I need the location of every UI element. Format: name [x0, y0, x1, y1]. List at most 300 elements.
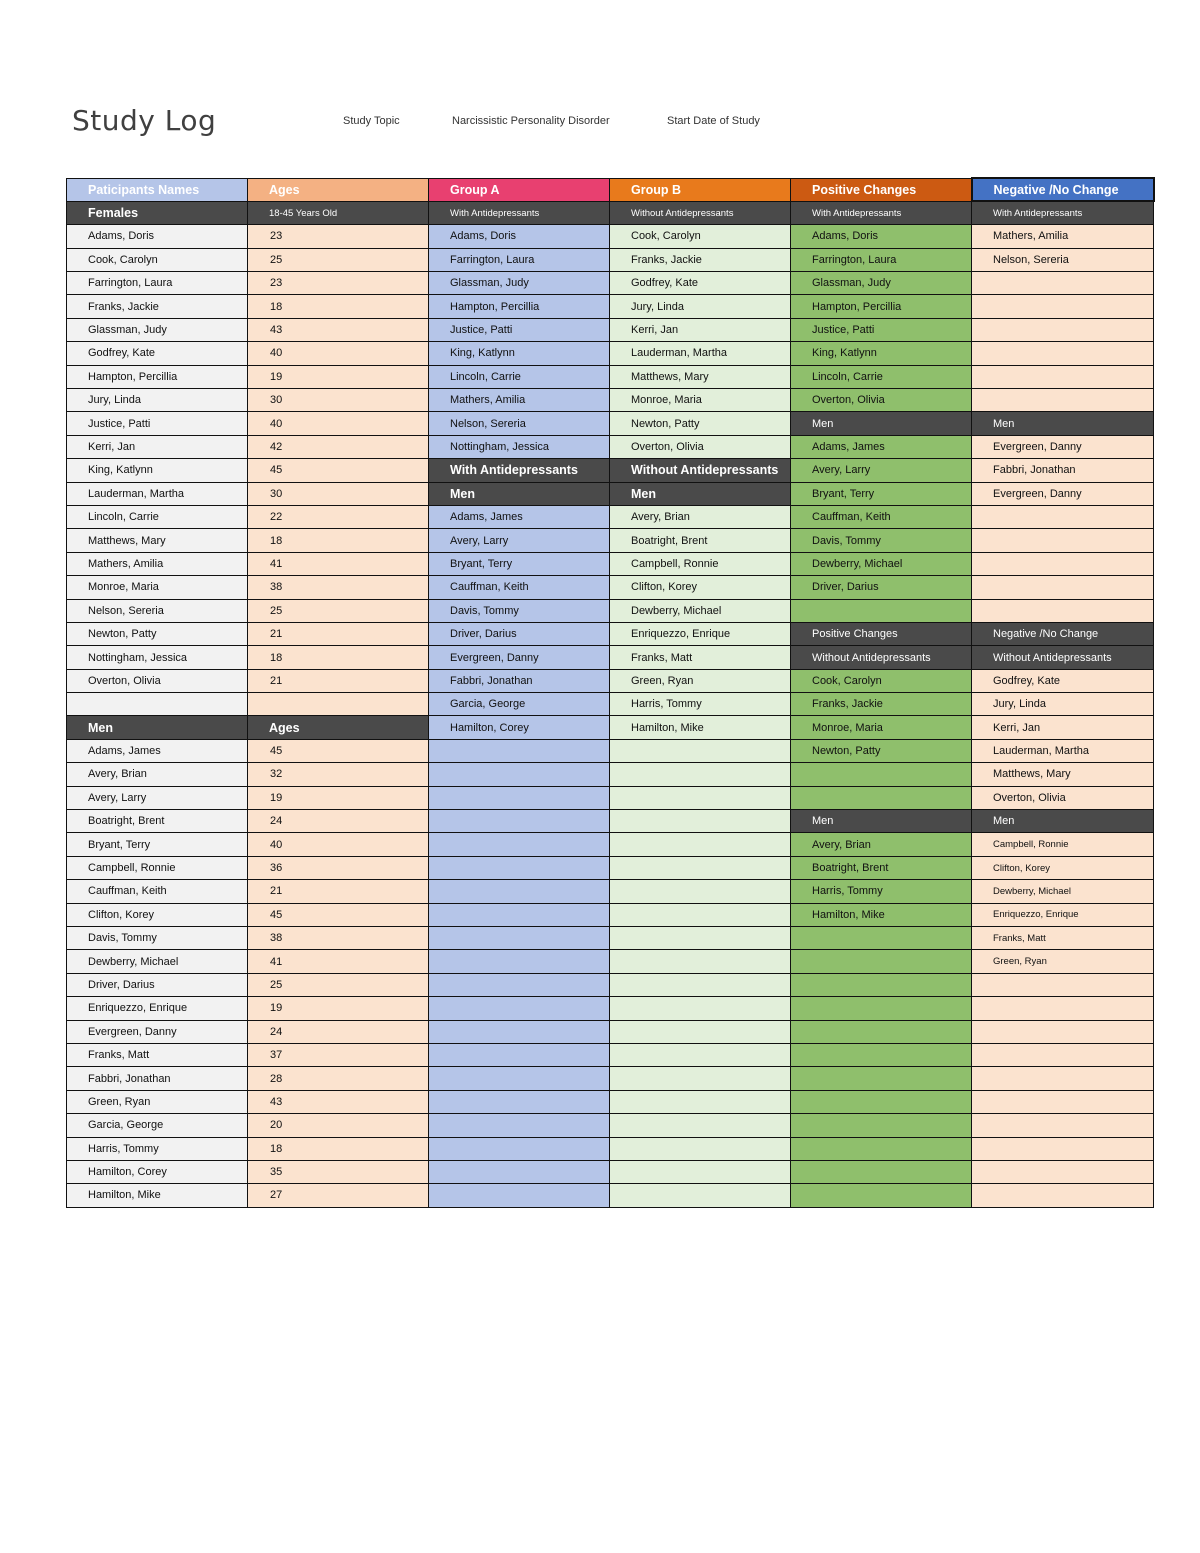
age-cell[interactable]: 43	[248, 318, 429, 341]
name-cell[interactable]: Newton, Patty	[67, 622, 248, 645]
positive-changes-cell[interactable]: Newton, Patty	[791, 739, 972, 762]
negative-change-cell[interactable]	[972, 1114, 1154, 1137]
section-header-cell[interactable]: Without Antidepressants	[610, 201, 791, 224]
negative-change-cell[interactable]	[972, 529, 1154, 552]
table-row	[67, 342, 1154, 365]
negative-change-cell[interactable]	[972, 997, 1154, 1020]
header-group-a: Group A	[429, 178, 610, 201]
age-cell[interactable]: 24	[248, 810, 429, 833]
age-cell[interactable]: 41	[248, 552, 429, 575]
group-a-cell[interactable]	[429, 927, 610, 950]
negative-change-cell[interactable]: Kerri, Jan	[972, 716, 1154, 739]
positive-changes-cell[interactable]: Hamilton, Mike	[791, 903, 972, 926]
positive-changes-cell[interactable]: Dewberry, Michael	[791, 552, 972, 575]
table-row	[67, 810, 1154, 833]
positive-changes-cell[interactable]: Harris, Tommy	[791, 880, 972, 903]
negative-change-cell[interactable]	[972, 576, 1154, 599]
section-header-cell[interactable]: Ages	[248, 716, 429, 739]
age-cell[interactable]: 38	[248, 927, 429, 950]
group-a-cell[interactable]: Mathers, Amilia	[429, 389, 610, 412]
header-positive-changes: Positive Changes	[791, 178, 972, 201]
positive-changes-cell[interactable]: Farrington, Laura	[791, 248, 972, 271]
section-header-cell[interactable]: Men	[67, 716, 248, 739]
section-header-cell[interactable]: 18-45 Years Old	[248, 201, 429, 224]
group-a-cell[interactable]: Driver, Darius	[429, 622, 610, 645]
negative-change-cell[interactable]: Lauderman, Martha	[972, 739, 1154, 762]
age-cell[interactable]: 35	[248, 1160, 429, 1183]
group-b-cell[interactable]	[610, 1043, 791, 1066]
group-b-cell[interactable]: Kerri, Jan	[610, 318, 791, 341]
name-cell[interactable]: Adams, James	[67, 739, 248, 762]
group-b-cell[interactable]	[610, 1114, 791, 1137]
name-cell[interactable]: Adams, Doris	[67, 225, 248, 248]
age-cell[interactable]: 36	[248, 856, 429, 879]
age-cell[interactable]: 18	[248, 529, 429, 552]
name-cell[interactable]: Driver, Darius	[67, 973, 248, 996]
group-a-cell[interactable]	[429, 1114, 610, 1137]
name-cell[interactable]: Kerri, Jan	[67, 435, 248, 458]
group-a-cell[interactable]: Bryant, Terry	[429, 552, 610, 575]
name-cell[interactable]: Avery, Larry	[67, 786, 248, 809]
table-row	[67, 529, 1154, 552]
name-cell[interactable]: Nelson, Sereria	[67, 599, 248, 622]
group-a-cell[interactable]	[429, 856, 610, 879]
age-cell[interactable]: 19	[248, 786, 429, 809]
negative-change-cell[interactable]	[972, 272, 1154, 295]
name-cell[interactable]: Justice, Patti	[67, 412, 248, 435]
group-a-cell[interactable]	[429, 810, 610, 833]
section-header-cell[interactable]: Men	[610, 482, 791, 505]
positive-changes-cell[interactable]: King, Katlynn	[791, 342, 972, 365]
positive-changes-cell[interactable]	[791, 1114, 972, 1137]
age-cell[interactable]: 42	[248, 435, 429, 458]
positive-changes-cell[interactable]: Driver, Darius	[791, 576, 972, 599]
age-cell[interactable]: 41	[248, 950, 429, 973]
section-header-cell[interactable]: Without Antidepressants	[972, 646, 1154, 669]
group-b-cell[interactable]: Boatright, Brent	[610, 529, 791, 552]
negative-change-cell[interactable]	[972, 552, 1154, 575]
group-a-cell[interactable]: Garcia, George	[429, 693, 610, 716]
group-a-cell[interactable]: Justice, Patti	[429, 318, 610, 341]
name-cell[interactable]: Garcia, George	[67, 1114, 248, 1137]
negative-change-cell[interactable]: Green, Ryan	[972, 950, 1154, 973]
age-cell[interactable]: 27	[248, 1184, 429, 1207]
section-header-cell[interactable]: With Antidepressants	[791, 201, 972, 224]
positive-changes-cell[interactable]	[791, 1090, 972, 1113]
group-b-cell[interactable]	[610, 739, 791, 762]
negative-change-cell[interactable]: Dewberry, Michael	[972, 880, 1154, 903]
name-cell[interactable]: Hamilton, Mike	[67, 1184, 248, 1207]
age-cell[interactable]: 18	[248, 295, 429, 318]
group-a-cell[interactable]: Hampton, Percillia	[429, 295, 610, 318]
negative-change-cell[interactable]	[972, 1184, 1154, 1207]
header-group-b: Group B	[610, 178, 791, 201]
negative-change-cell[interactable]	[972, 505, 1154, 528]
positive-changes-cell[interactable]: Adams, James	[791, 435, 972, 458]
table-row	[67, 856, 1154, 879]
group-a-cell[interactable]: Nelson, Sereria	[429, 412, 610, 435]
group-a-cell[interactable]: Adams, James	[429, 505, 610, 528]
positive-changes-cell[interactable]	[791, 973, 972, 996]
table-row	[67, 295, 1154, 318]
group-b-cell[interactable]: Enriquezzo, Enrique	[610, 622, 791, 645]
table-row	[67, 482, 1154, 505]
table-row	[67, 201, 1154, 224]
age-cell[interactable]: 21	[248, 880, 429, 903]
group-a-cell[interactable]	[429, 1137, 610, 1160]
name-cell[interactable]: Monroe, Maria	[67, 576, 248, 599]
age-cell[interactable]: 22	[248, 505, 429, 528]
group-b-cell[interactable]: Newton, Patty	[610, 412, 791, 435]
group-b-cell[interactable]	[610, 1184, 791, 1207]
negative-change-cell[interactable]	[972, 1043, 1154, 1066]
positive-changes-cell[interactable]	[791, 763, 972, 786]
negative-change-cell[interactable]	[972, 599, 1154, 622]
group-a-cell[interactable]	[429, 903, 610, 926]
age-cell[interactable]: 25	[248, 248, 429, 271]
positive-changes-cell[interactable]: Avery, Brian	[791, 833, 972, 856]
group-a-cell[interactable]	[429, 950, 610, 973]
positive-changes-cell[interactable]	[791, 927, 972, 950]
name-cell[interactable]: Mathers, Amilia	[67, 552, 248, 575]
section-header-cell[interactable]: Without Antidepressants	[610, 459, 791, 482]
section-header-cell[interactable]: Without Antidepressants	[791, 646, 972, 669]
name-cell[interactable]: Nottingham, Jessica	[67, 646, 248, 669]
negative-change-cell[interactable]: Nelson, Sereria	[972, 248, 1154, 271]
group-b-cell[interactable]	[610, 1137, 791, 1160]
positive-changes-cell[interactable]	[791, 1137, 972, 1160]
group-a-cell[interactable]: Glassman, Judy	[429, 272, 610, 295]
name-cell[interactable]: Hampton, Percillia	[67, 365, 248, 388]
age-cell[interactable]: 45	[248, 903, 429, 926]
page-title: Study Log	[72, 104, 217, 137]
name-cell[interactable]: Cook, Carolyn	[67, 248, 248, 271]
group-b-cell[interactable]	[610, 880, 791, 903]
group-b-cell[interactable]	[610, 856, 791, 879]
positive-changes-cell[interactable]: Davis, Tommy	[791, 529, 972, 552]
negative-change-cell[interactable]: Matthews, Mary	[972, 763, 1154, 786]
negative-change-cell[interactable]: Mathers, Amilia	[972, 225, 1154, 248]
age-cell[interactable]	[248, 693, 429, 716]
negative-change-cell[interactable]	[972, 1020, 1154, 1043]
positive-changes-cell[interactable]	[791, 786, 972, 809]
group-b-cell[interactable]: Monroe, Maria	[610, 389, 791, 412]
section-header-cell[interactable]: Men	[791, 412, 972, 435]
table-row	[67, 248, 1154, 271]
group-a-cell[interactable]: Adams, Doris	[429, 225, 610, 248]
study-log-table	[66, 177, 1155, 1208]
name-cell[interactable]: Godfrey, Kate	[67, 342, 248, 365]
group-a-cell[interactable]	[429, 739, 610, 762]
table-row	[67, 786, 1154, 809]
group-b-cell[interactable]: Dewberry, Michael	[610, 599, 791, 622]
age-cell[interactable]: 23	[248, 225, 429, 248]
name-cell[interactable]: Franks, Jackie	[67, 295, 248, 318]
positive-changes-cell[interactable]	[791, 1160, 972, 1183]
name-cell[interactable]: Clifton, Korey	[67, 903, 248, 926]
table-row	[67, 997, 1154, 1020]
name-cell[interactable]: Avery, Brian	[67, 763, 248, 786]
age-cell[interactable]: 18	[248, 1137, 429, 1160]
group-b-cell[interactable]: Harris, Tommy	[610, 693, 791, 716]
age-cell[interactable]: 19	[248, 365, 429, 388]
negative-change-cell[interactable]: Enriquezzo, Enrique	[972, 903, 1154, 926]
study-topic-label: Study Topic	[343, 115, 400, 127]
section-header-cell[interactable]: With Antidepressants	[429, 201, 610, 224]
name-cell[interactable]: Boatright, Brent	[67, 810, 248, 833]
age-cell[interactable]: 32	[248, 763, 429, 786]
table-row	[67, 1043, 1154, 1066]
group-b-cell[interactable]: Matthews, Mary	[610, 365, 791, 388]
table-row	[67, 950, 1154, 973]
table-row	[67, 599, 1154, 622]
header-participants-names: Paticipants Names	[67, 178, 248, 201]
name-cell[interactable]: Dewberry, Michael	[67, 950, 248, 973]
group-b-cell[interactable]	[610, 997, 791, 1020]
section-header-cell[interactable]: Positive Changes	[791, 622, 972, 645]
group-a-cell[interactable]: Nottingham, Jessica	[429, 435, 610, 458]
table-row	[67, 669, 1154, 692]
table-row	[67, 505, 1154, 528]
name-cell[interactable]: King, Katlynn	[67, 459, 248, 482]
positive-changes-cell[interactable]: Cauffman, Keith	[791, 505, 972, 528]
age-cell[interactable]: 45	[248, 739, 429, 762]
name-cell[interactable]: Bryant, Terry	[67, 833, 248, 856]
age-cell[interactable]: 40	[248, 342, 429, 365]
name-cell[interactable]: Evergreen, Danny	[67, 1020, 248, 1043]
age-cell[interactable]: 20	[248, 1114, 429, 1137]
group-a-cell[interactable]	[429, 1020, 610, 1043]
table-row	[67, 739, 1154, 762]
table-row	[67, 435, 1154, 458]
positive-changes-cell[interactable]	[791, 1043, 972, 1066]
table-row	[67, 646, 1154, 669]
table-row	[67, 412, 1154, 435]
negative-change-cell[interactable]: Franks, Matt	[972, 927, 1154, 950]
positive-changes-cell[interactable]: Hampton, Percillia	[791, 295, 972, 318]
group-a-cell[interactable]: Davis, Tommy	[429, 599, 610, 622]
table-row	[67, 1020, 1154, 1043]
group-a-cell[interactable]	[429, 1043, 610, 1066]
negative-change-cell[interactable]: Campbell, Ronnie	[972, 833, 1154, 856]
positive-changes-cell[interactable]: Justice, Patti	[791, 318, 972, 341]
group-a-cell[interactable]	[429, 997, 610, 1020]
negative-change-cell[interactable]	[972, 1090, 1154, 1113]
negative-change-cell[interactable]	[972, 342, 1154, 365]
group-b-cell[interactable]	[610, 763, 791, 786]
name-cell[interactable]: Farrington, Laura	[67, 272, 248, 295]
positive-changes-cell[interactable]	[791, 599, 972, 622]
negative-change-cell[interactable]	[972, 1067, 1154, 1090]
table-row	[67, 1160, 1154, 1183]
table-row	[67, 833, 1154, 856]
name-cell[interactable]: Overton, Olivia	[67, 669, 248, 692]
section-header-cell[interactable]: Men	[972, 810, 1154, 833]
table-row	[67, 880, 1154, 903]
section-header-cell[interactable]: Females	[67, 201, 248, 224]
positive-changes-cell[interactable]: Monroe, Maria	[791, 716, 972, 739]
name-cell[interactable]: Matthews, Mary	[67, 529, 248, 552]
study-topic-value[interactable]: Narcissistic Personality Disorder	[452, 115, 610, 127]
group-b-cell[interactable]	[610, 1067, 791, 1090]
group-b-cell[interactable]	[610, 1090, 791, 1113]
group-a-cell[interactable]	[429, 763, 610, 786]
group-b-cell[interactable]: Franks, Jackie	[610, 248, 791, 271]
section-header-cell[interactable]: Men	[972, 412, 1154, 435]
age-cell[interactable]: 25	[248, 973, 429, 996]
positive-changes-cell[interactable]: Adams, Doris	[791, 225, 972, 248]
group-b-cell[interactable]	[610, 786, 791, 809]
group-a-cell[interactable]	[429, 1160, 610, 1183]
header-row	[67, 178, 1154, 201]
name-cell[interactable]: Fabbri, Jonathan	[67, 1067, 248, 1090]
group-a-cell[interactable]	[429, 973, 610, 996]
table-row	[67, 576, 1154, 599]
table-row	[67, 693, 1154, 716]
age-cell[interactable]: 21	[248, 622, 429, 645]
age-cell[interactable]: 45	[248, 459, 429, 482]
group-a-cell[interactable]: King, Katlynn	[429, 342, 610, 365]
name-cell[interactable]	[67, 693, 248, 716]
negative-change-cell[interactable]	[972, 973, 1154, 996]
group-a-cell[interactable]: Lincoln, Carrie	[429, 365, 610, 388]
name-cell[interactable]: Lincoln, Carrie	[67, 505, 248, 528]
header-negative-no-change: Negative /No Change	[972, 178, 1154, 201]
name-cell[interactable]: Franks, Matt	[67, 1043, 248, 1066]
group-b-cell[interactable]: Campbell, Ronnie	[610, 552, 791, 575]
group-a-cell[interactable]	[429, 1067, 610, 1090]
group-b-cell[interactable]: Clifton, Korey	[610, 576, 791, 599]
name-cell[interactable]: Jury, Linda	[67, 389, 248, 412]
age-cell[interactable]: 37	[248, 1043, 429, 1066]
section-header-cell[interactable]: Men	[429, 482, 610, 505]
name-cell[interactable]: Glassman, Judy	[67, 318, 248, 341]
negative-change-cell[interactable]	[972, 1137, 1154, 1160]
negative-change-cell[interactable]: Godfrey, Kate	[972, 669, 1154, 692]
age-cell[interactable]: 38	[248, 576, 429, 599]
age-cell[interactable]: 40	[248, 412, 429, 435]
negative-change-cell[interactable]	[972, 365, 1154, 388]
name-cell[interactable]: Enriquezzo, Enrique	[67, 997, 248, 1020]
group-b-cell[interactable]	[610, 1020, 791, 1043]
negative-change-cell[interactable]: Jury, Linda	[972, 693, 1154, 716]
positive-changes-cell[interactable]: Lincoln, Carrie	[791, 365, 972, 388]
age-cell[interactable]: 23	[248, 272, 429, 295]
positive-changes-cell[interactable]	[791, 1067, 972, 1090]
table-row	[67, 763, 1154, 786]
section-header-cell[interactable]: Negative /No Change	[972, 622, 1154, 645]
negative-change-cell[interactable]: Fabbri, Jonathan	[972, 459, 1154, 482]
section-header-cell[interactable]: With Antidepressants	[972, 201, 1154, 224]
name-cell[interactable]: Davis, Tommy	[67, 927, 248, 950]
group-a-cell[interactable]	[429, 1090, 610, 1113]
positive-changes-cell[interactable]: Glassman, Judy	[791, 272, 972, 295]
positive-changes-cell[interactable]: Avery, Larry	[791, 459, 972, 482]
name-cell[interactable]: Lauderman, Martha	[67, 482, 248, 505]
negative-change-cell[interactable]	[972, 389, 1154, 412]
name-cell[interactable]: Cauffman, Keith	[67, 880, 248, 903]
age-cell[interactable]: 43	[248, 1090, 429, 1113]
age-cell[interactable]: 28	[248, 1067, 429, 1090]
age-cell[interactable]: 21	[248, 669, 429, 692]
group-a-cell[interactable]	[429, 833, 610, 856]
group-a-cell[interactable]	[429, 1184, 610, 1207]
group-b-cell[interactable]	[610, 903, 791, 926]
age-cell[interactable]: 30	[248, 389, 429, 412]
negative-change-cell[interactable]	[972, 295, 1154, 318]
group-a-cell[interactable]: Fabbri, Jonathan	[429, 669, 610, 692]
negative-change-cell[interactable]: Evergreen, Danny	[972, 482, 1154, 505]
positive-changes-cell[interactable]: Cook, Carolyn	[791, 669, 972, 692]
negative-change-cell[interactable]	[972, 318, 1154, 341]
positive-changes-cell[interactable]: Bryant, Terry	[791, 482, 972, 505]
group-b-cell[interactable]	[610, 810, 791, 833]
group-b-cell[interactable]: Cook, Carolyn	[610, 225, 791, 248]
table-row	[67, 459, 1154, 482]
name-cell[interactable]: Harris, Tommy	[67, 1137, 248, 1160]
table-row	[67, 225, 1154, 248]
age-cell[interactable]: 18	[248, 646, 429, 669]
group-b-cell[interactable]: Jury, Linda	[610, 295, 791, 318]
negative-change-cell[interactable]	[972, 1160, 1154, 1183]
group-b-cell[interactable]: Lauderman, Martha	[610, 342, 791, 365]
name-cell[interactable]: Hamilton, Corey	[67, 1160, 248, 1183]
group-b-cell[interactable]	[610, 833, 791, 856]
negative-change-cell[interactable]: Evergreen, Danny	[972, 435, 1154, 458]
positive-changes-cell[interactable]	[791, 950, 972, 973]
negative-change-cell[interactable]: Overton, Olivia	[972, 786, 1154, 809]
name-cell[interactable]: Green, Ryan	[67, 1090, 248, 1113]
group-a-cell[interactable]: Avery, Larry	[429, 529, 610, 552]
group-b-cell[interactable]	[610, 973, 791, 996]
age-cell[interactable]: 40	[248, 833, 429, 856]
age-cell[interactable]: 24	[248, 1020, 429, 1043]
table-row	[67, 716, 1154, 739]
group-a-cell[interactable]: Cauffman, Keith	[429, 576, 610, 599]
table-row	[67, 927, 1154, 950]
group-b-cell[interactable]	[610, 950, 791, 973]
group-b-cell[interactable]: Hamilton, Mike	[610, 716, 791, 739]
group-b-cell[interactable]	[610, 1160, 791, 1183]
group-a-cell[interactable]: Farrington, Laura	[429, 248, 610, 271]
group-b-cell[interactable]: Overton, Olivia	[610, 435, 791, 458]
age-cell[interactable]: 19	[248, 997, 429, 1020]
negative-change-cell[interactable]: Clifton, Korey	[972, 856, 1154, 879]
group-b-cell[interactable]: Godfrey, Kate	[610, 272, 791, 295]
group-a-cell[interactable]: Hamilton, Corey	[429, 716, 610, 739]
group-b-cell[interactable]	[610, 927, 791, 950]
section-header-cell[interactable]: Men	[791, 810, 972, 833]
age-cell[interactable]: 25	[248, 599, 429, 622]
positive-changes-cell[interactable]	[791, 1020, 972, 1043]
positive-changes-cell[interactable]	[791, 997, 972, 1020]
age-cell[interactable]: 30	[248, 482, 429, 505]
group-b-cell[interactable]: Green, Ryan	[610, 669, 791, 692]
positive-changes-cell[interactable]: Boatright, Brent	[791, 856, 972, 879]
table-row	[67, 272, 1154, 295]
group-b-cell[interactable]: Avery, Brian	[610, 505, 791, 528]
group-a-cell[interactable]	[429, 880, 610, 903]
group-a-cell[interactable]: Evergreen, Danny	[429, 646, 610, 669]
positive-changes-cell[interactable]: Franks, Jackie	[791, 693, 972, 716]
section-header-cell[interactable]: With Antidepressants	[429, 459, 610, 482]
group-a-cell[interactable]	[429, 786, 610, 809]
positive-changes-cell[interactable]	[791, 1184, 972, 1207]
name-cell[interactable]: Campbell, Ronnie	[67, 856, 248, 879]
positive-changes-cell[interactable]: Overton, Olivia	[791, 389, 972, 412]
start-date-label: Start Date of Study	[667, 115, 760, 127]
group-b-cell[interactable]: Franks, Matt	[610, 646, 791, 669]
